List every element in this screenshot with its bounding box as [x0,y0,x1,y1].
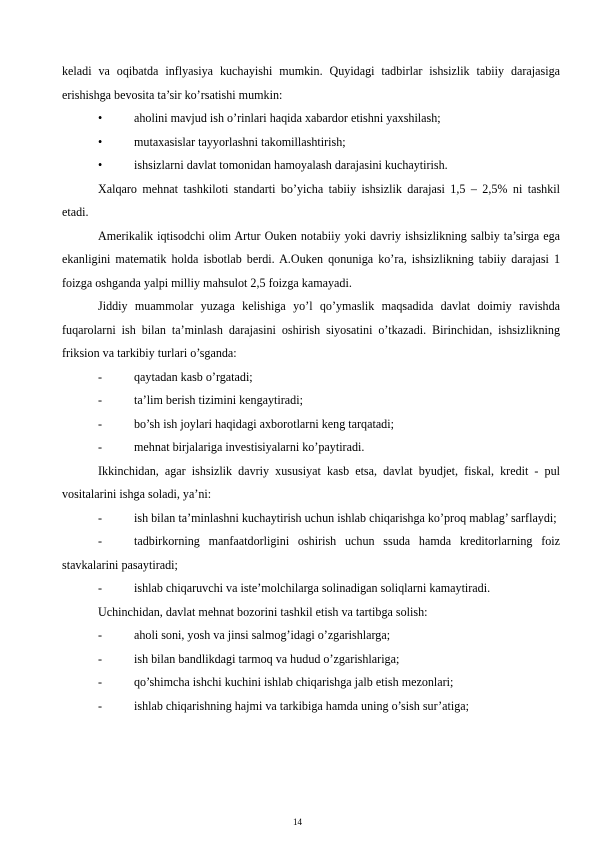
dash-item [62,366,560,390]
dash-marker: - [98,698,103,713]
dash-marker: - [98,651,103,666]
bullet-text: mutaxasislar tayyorlashni takomillashtirish; [134,134,346,149]
bullet-marker: • [98,158,103,172]
dash-item [62,624,560,648]
dash-marker: - [98,675,103,689]
dash-marker: - [98,440,103,454]
dash-marker: - [98,534,103,548]
dash-text: bo’sh ish joylari haqidagi axborotlarni keng tarqatadi; [134,416,394,431]
dash-text: tadbirkorning manfaatdorligini oshirish uchun ssuda hamda kreditorlarning foiz stavkalarini pasaytiradi; [62,534,560,572]
dash-marker: - [98,581,103,595]
paragraph: keladi va oqibatda inflyasiya kuchayishi mumkin. Quyidagi tadbirlar ishsizlik tabiiy darajasiga erishishga bevosita ta’sir ko’rsatishi mumkin: [62,64,560,102]
dash-item [62,695,560,719]
dash-text: ishlab chiqaruvchi va iste’molchilarga solinadigan soliqlarni kamaytiradi. [134,581,491,595]
dash-text: ish bilan ta’minlashni kuchaytirish uchun ishlab chiqarishga ko’proq mablag’ sarflaydi; [134,510,557,525]
bullet-item [62,107,560,131]
bullet-item [62,154,560,178]
dash-text: qo’shimcha ishchi kuchini ishlab chiqarishga jalb etish mezonlari; [134,675,454,689]
dash-marker: - [98,416,103,431]
bullet-marker: • [98,134,103,149]
paragraph: Ikkinchidan, agar ishsizlik davriy xususiyat kasb etsa, davlat byudjet, fiskal, kredit - pul vositalarini ishga soladi, ya’ni: [62,463,560,501]
paragraph: Amerikalik iqtisodchi olim Artur Ouken notabiiy yoki davriy ishsizlikning salbiy ta’sirga ega ekanligini matematik holda isbotlab berdi. A.Ouken qonuniga ko’ra, ishsizlikning tabiiy darajasi 1 foizga oshganda yalpi milliy mahsulot 2,5 foizga kamayadi. [62,228,560,290]
bullet-item [62,131,560,155]
dash-text: mehnat birjalariga investisiyalarni ko’paytiradi. [134,440,365,454]
bullet-text: ishsizlarni davlat tomonidan hamoyalash darajasini kuchaytirish. [134,158,448,172]
paragraph: Jiddiy muammolar yuzaga kelishiga yo’l qo’ymaslik maqsadida davlat doimiy ravishda fuqarolarni ish bilan ta’minlash darajasini oshirish siyosatini o’tkazadi. Birinchidan, ishsizlikning friksion va tarkibiy turlari o’sganda: [62,299,560,360]
dash-item [62,389,560,413]
dash-item [62,507,560,531]
dash-item [62,648,560,672]
dash-marker: - [98,369,103,384]
dash-item [62,671,560,695]
dash-marker: - [98,510,103,525]
dash-text: ish bilan bandlikdagi tarmoq va hudud o’zgarishlariga; [134,651,400,666]
dash-text: aholi soni, yosh va jinsi salmog’idagi o’zgarishlarga; [134,628,391,642]
dash-text: qaytadan kasb o’rgatadi; [134,369,253,384]
page-number: 14 [293,817,302,827]
bullet-text: aholini mavjud ish o’rinlari haqida xabardor etishni yaxshilash; [134,111,441,125]
dash-text: ishlab chiqarishning hajmi va tarkibiga hamda uning o’sish sur’atiga; [134,698,469,713]
document-body [62,60,560,718]
dash-marker: - [98,628,103,642]
dash-item [62,530,560,577]
paragraph: Xalqaro mehnat tashkiloti standarti bo’yicha tabiiy ishsizlik darajasi 1,5 – 2,5% ni tashkil etadi. [62,181,560,219]
bullet-marker: • [98,111,103,125]
dash-text: ta’lim berish tizimini kengaytiradi; [134,393,303,407]
paragraph: Uchinchidan, davlat mehnat bozorini tashkil etish va tartibga solish: [98,604,428,619]
dash-item [62,577,560,601]
dash-item [62,436,560,460]
dash-item [62,413,560,437]
dash-marker: - [98,393,103,407]
